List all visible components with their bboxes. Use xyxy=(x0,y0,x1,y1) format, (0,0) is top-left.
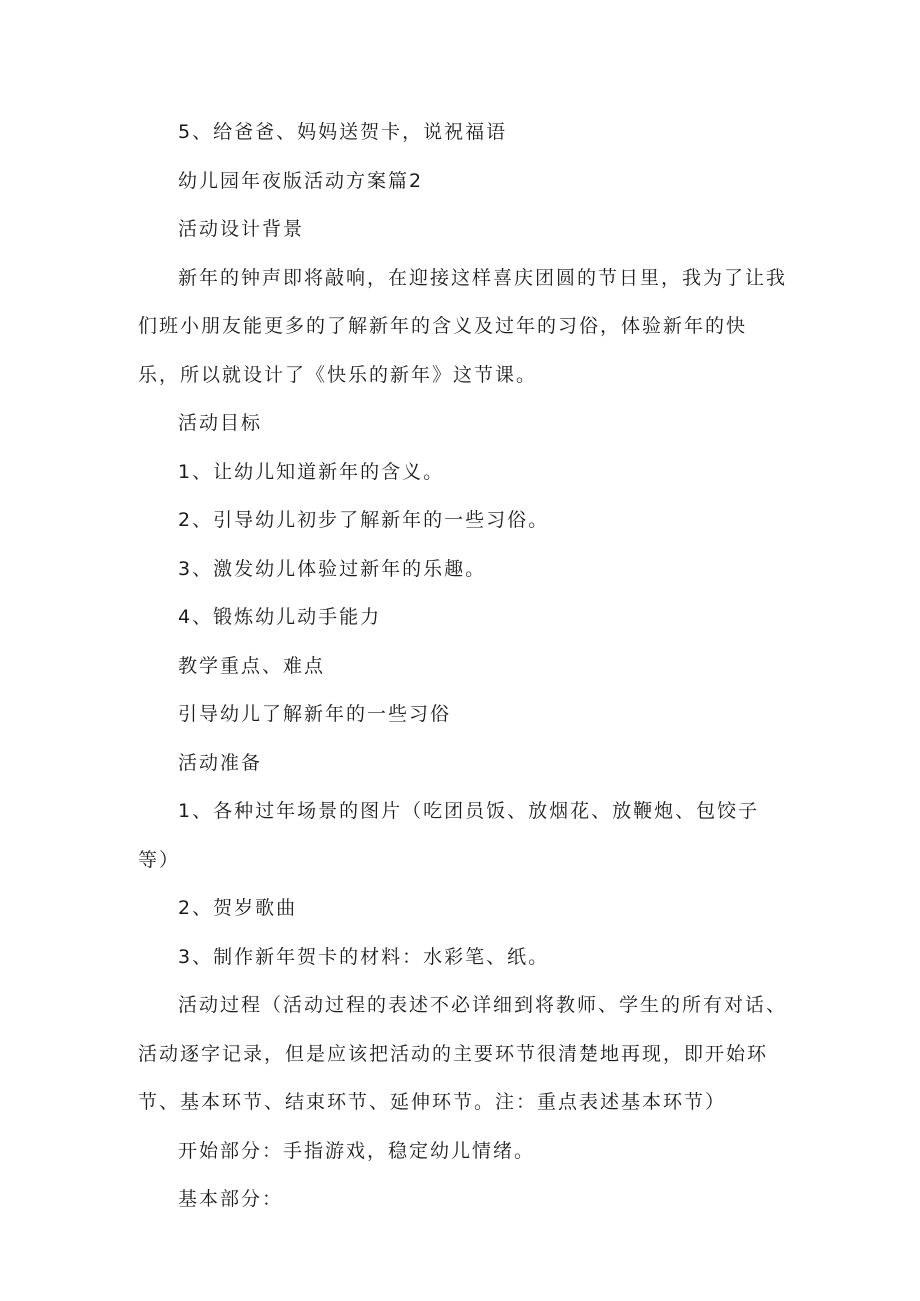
document-body xyxy=(138,108,788,1224)
heading-activity-goals: 活动目标 xyxy=(178,412,263,434)
paragraph-opening: 开始部分：手指游戏，稳定幼儿情绪。 xyxy=(178,1139,536,1162)
paragraph-process: 活动过程（活动过程的表述不必详细到将教师、学生的所有对话、活动逐字记录，但是应该把活动的主要环节很清楚地再现，即开始环节、基本环节、结束环节、延伸环节。注：重点表述基本环节） xyxy=(138,994,788,1113)
list-item-goal-3: 3、激发幼儿体验过新年的乐趣。 xyxy=(178,557,487,580)
list-item-greeting-card: 5、给爸爸、妈妈送贺卡，说祝福语 xyxy=(178,121,508,143)
list-item-prep-3: 3、制作新年贺卡的材料：水彩笔、纸。 xyxy=(178,945,550,968)
list-item-prep-1: 1、各种过年场景的图片（吃团员饭、放烟花、放鞭炮、包饺子等） xyxy=(138,800,760,871)
list-item-goal-1: 1、让幼儿知道新年的含义。 xyxy=(178,460,445,483)
list-item-goal-4: 4、锻炼幼儿动手能力 xyxy=(178,606,382,628)
heading-design-background: 活动设计背景 xyxy=(178,218,305,240)
paragraph-basic-part: 基本部分： xyxy=(178,1188,284,1210)
paragraph-background: 新年的钟声即将敲响，在迎接这样喜庆团圆的节日里，我为了让我们班小朋友能更多的了解新年的含义及过年的习俗，体验新年的快乐，所以就设计了《快乐的新年》这节课。 xyxy=(138,266,788,386)
heading-preparation: 活动准备 xyxy=(178,751,263,774)
paragraph-key-points: 引导幼儿了解新年的一些习俗 xyxy=(178,703,452,725)
section-title: 幼儿园年夜版活动方案篇2 xyxy=(178,169,424,192)
list-item-goal-2: 2、引导幼儿初步了解新年的一些习俗。 xyxy=(178,509,550,531)
list-item-prep-2: 2、贺岁歌曲 xyxy=(178,897,298,919)
heading-key-points: 教学重点、难点 xyxy=(178,654,326,677)
